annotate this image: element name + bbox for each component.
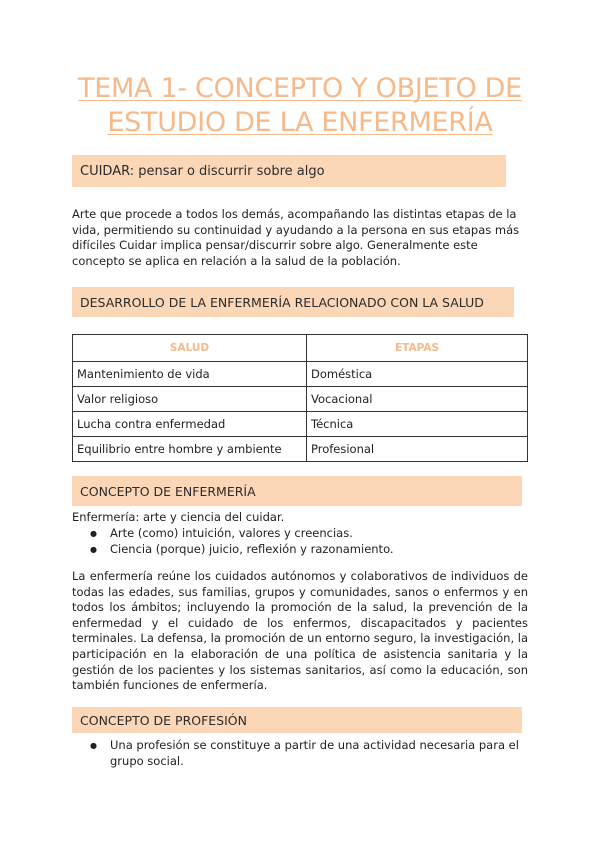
table-header-salud: SALUD xyxy=(73,335,307,362)
page-title: TEMA 1- CONCEPTO Y OBJETO DE ESTUDIO DE LA ENFERMERÍA xyxy=(78,73,522,138)
section-heading-profesion: CONCEPTO DE PROFESIÓN xyxy=(72,707,522,733)
table-row xyxy=(73,387,528,412)
cuidar-paragraph: Arte que procede a todos los demás, acompañando las distintas etapas de la vida, permitiendo su continuidad y ayudando a la persona en sus etapas más difíciles Cuidar implica pensar/discurrir sobre algo. Generalmente este concepto se aplica en relación a la salud de la población. xyxy=(72,207,520,268)
list-item: ● Una profesión se constituye a partir de una actividad necesaria para el grupo social. xyxy=(72,738,528,769)
table-cell: Vocacional xyxy=(307,387,528,412)
table-row xyxy=(73,362,528,387)
list-item: ● Ciencia (porque) juicio, reflexión y razonamiento. xyxy=(72,542,528,558)
table-cell: Doméstica xyxy=(307,362,528,387)
table-header-row xyxy=(73,335,528,362)
salud-etapas-table xyxy=(72,334,528,462)
table-header-etapas: ETAPAS xyxy=(307,335,528,362)
table-cell: Técnica xyxy=(307,412,528,437)
table-cell: Profesional xyxy=(307,437,528,462)
table-row xyxy=(73,437,528,462)
enfermeria-intro: Enfermería: arte y ciencia del cuidar. xyxy=(72,510,285,524)
table-cell: Mantenimiento de vida xyxy=(73,362,307,387)
table-cell: Valor religioso xyxy=(73,387,307,412)
enfermeria-bullet-list xyxy=(72,526,528,557)
profesion-bullet-list xyxy=(72,738,528,769)
table-cell: Equilibrio entre hombre y ambiente xyxy=(73,437,307,462)
section-heading-enfermeria: CONCEPTO DE ENFERMERÍA xyxy=(72,476,522,506)
table-cell: Lucha contra enfermedad xyxy=(73,412,307,437)
list-item: ● Arte (como) intuición, valores y creencias. xyxy=(72,526,528,542)
table-row xyxy=(73,412,528,437)
enfermeria-paragraph: La enfermería reúne los cuidados autónomos y colaborativos de individuos de todas las edades, sus familias, grupos y comunidades, sanos o enfermos y en todos los ámbitos; incluyendo la promoción de la salud, la prevención de la enfermedad y el cuidado de los enfermos, discapacitados y pacientes terminales. La defensa, la promoción de un entorno seguro, la investigación, la participación en la elaboración de una política de asistencia sanitaria y la gestión de los pacientes y los sistemas sanitarios, así como la educación, son también funciones de enfermería. xyxy=(72,569,528,693)
section-heading-cuidar: CUIDAR: pensar o discurrir sobre algo xyxy=(72,155,506,187)
section-heading-desarrollo: DESARROLLO DE LA ENFERMERÍA RELACIONADO CON LA SALUD xyxy=(72,287,514,317)
